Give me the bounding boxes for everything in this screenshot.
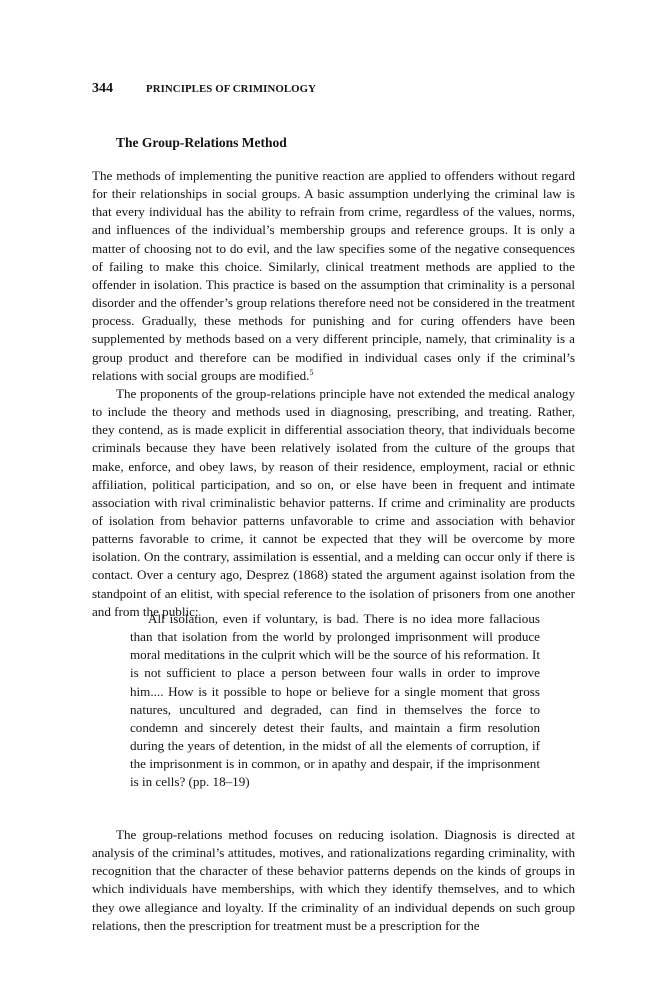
paragraph-2: The proponents of the group-relations principle have not extended the medical analogy to include the theory and methods used in diagnosing, prescribing, and treating. Rather, they contend, as is made explicit in differential association theory, that individuals become criminals because they have been relatively isolated from the culture of the groups that make, enforce, and obey laws, by reason of their residence, employment, racial or ethnic affiliation, political participation, and so on, or else have been in frequent and intimate association with rival criminalistic behavior patterns. If crime and criminality are products of isolation from behavior patterns unfavorable to crime and association with behavior patterns favorable to crime, it cannot be expected that they will be overcome by more isolation. On the contrary, assimilation is essential, and a melding can occur only if there is contact. Over a century ago, Desprez (1868) stated the argument against isolation from the standpoint of an elitist, with special reference to the isolation of prisoners from one another and from the public: <box>92 385 575 619</box>
section-heading: The Group-Relations Method <box>116 135 287 150</box>
paragraph-3: The group-relations method focuses on reducing isolation. Diagnosis is directed at analysis of the criminal’s attitudes, motives, and rationalizations regarding criminality, with recognition that the character of these behavior patterns depends on the kinds of groups in which individuals have memberships, with which they identify themselves, and to which they owe allegiance and loyalty. If the criminality of an individual depends on such group relations, then the prescription for treatment must be a prescription for the <box>92 827 575 933</box>
paragraph-1 <box>92 167 575 385</box>
block-quote <box>130 610 540 792</box>
body-text-bottom <box>92 826 575 935</box>
block-quote-text: All isolation, even if voluntary, is bad. There is no idea more fallacious than that isolation from the world by prolonged imprisonment will produce moral meditations in the culprit which will be the source of his reformation. It is not sufficient to place a person between four walls in order to improve him.... How is it possible to hope or believe for a single moment that gross natures, uncultured and degraded, can find in themselves the force to condemn and sincerely detest their faults, and maintain a firm resolution during the years of detention, in the midst of all the elements of corruption, if the imprisonment is in common, or in apathy and despair, if the imprisonment is in cells? (pp. 18–19) <box>130 611 540 790</box>
paragraph-1-text: The methods of implementing the punitive reaction are applied to offenders without regard for their relationships in social groups. A basic assumption underlying the criminal law is that every individual has the ability to refrain from crime, regardless of the values, norms, and influences of the individual’s membership groups and reference groups. It is only a matter of choosing not to do evil, and the law specifies some of the negative consequences of failing to make this choice. Similarly, clinical treatment methods are applied to the offender in isolation. This practice is based on the assumption that criminality is a personal disorder and the offender’s group relations therefore need not be considered in the treatment process. Gradually, these methods for punishing and for curing offenders have been supplemented by methods based on a very different principle, namely, that criminality is a group product and therefore can be modified in individual cases only if the criminal’s relations with social groups are modified. <box>92 168 575 383</box>
body-text-top <box>92 167 575 621</box>
running-head: PRINCIPLES OF CRIMINOLOGY <box>146 83 317 95</box>
page-header <box>92 79 572 97</box>
footnote-marker: 5 <box>309 367 314 377</box>
page-number: 344 <box>92 81 113 96</box>
